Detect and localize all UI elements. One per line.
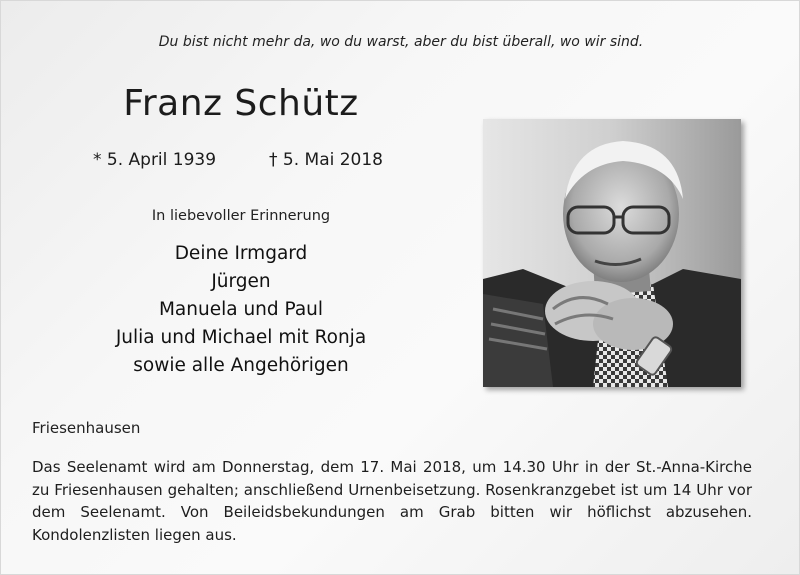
- deceased-name: Franz Schütz: [123, 83, 359, 124]
- mourner-line: Manuela und Paul: [158, 299, 324, 320]
- mourner-line: Deine Irmgard: [174, 243, 308, 264]
- mourner-line: Julia und Michael mit Ronja: [115, 327, 367, 348]
- motto-quote: Du bist nicht mehr da, wo du warst, aber du bist überall, wo wir sind.: [158, 34, 644, 50]
- birth-date: * 5. April 1939: [93, 150, 217, 170]
- mourner-line: Jürgen: [211, 271, 271, 292]
- mourners-list: [71, 240, 411, 380]
- mourner-line: sowie alle Angehörigen: [133, 355, 349, 376]
- remembrance-line: In liebevoller Erinnerung: [151, 208, 331, 224]
- place-label: Friesenhausen: [32, 419, 141, 437]
- portrait-photo: [483, 119, 741, 387]
- death-date: † 5. Mai 2018: [269, 150, 384, 170]
- service-notice: Das Seelenamt wird am Donnerstag, dem 17. Mai 2018, um 14.30 Uhr in der St.-Anna-Kirche zu Friesenhausen gehalten; anschließend Urnenbeisetzung. Rosenkranzgebet ist um 14 Uhr vor dem Seelenamt. Von Beileidsbekundungen am Grab bitten wir höflichst abzusehen. Kondolenzlisten liegen aus.: [32, 458, 752, 544]
